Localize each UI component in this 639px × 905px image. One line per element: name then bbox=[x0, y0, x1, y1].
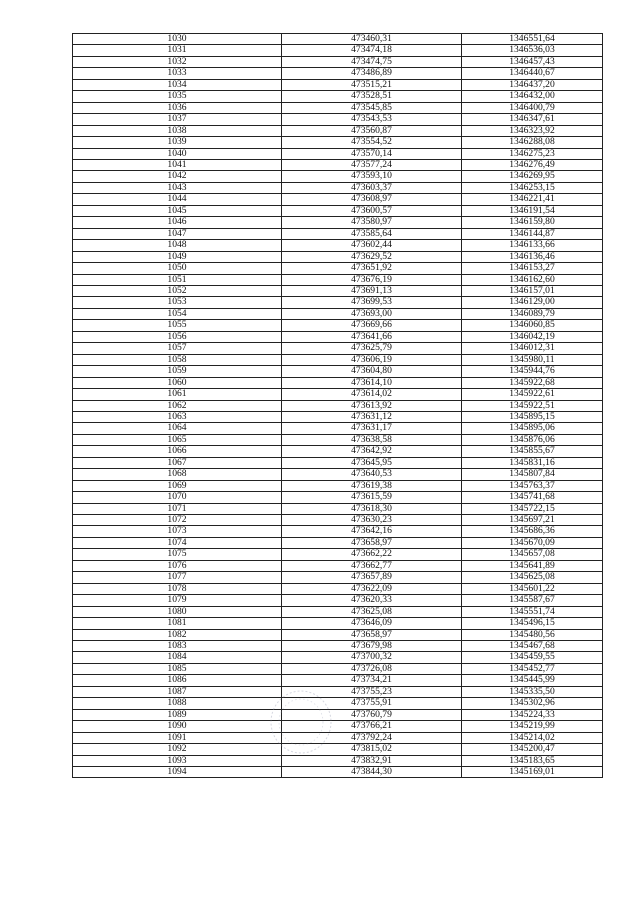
y-coordinate-cell: 1345980,11 bbox=[462, 354, 603, 365]
y-coordinate-cell: 1345741,68 bbox=[462, 492, 603, 503]
point-number-cell: 1066 bbox=[73, 446, 282, 457]
x-coordinate-cell: 473580,97 bbox=[282, 217, 462, 228]
table-row bbox=[73, 79, 603, 90]
y-coordinate-cell: 1346457,43 bbox=[462, 56, 603, 67]
table-row bbox=[73, 583, 603, 594]
table-row bbox=[73, 652, 603, 663]
x-coordinate-cell: 473676,19 bbox=[282, 274, 462, 285]
y-coordinate-cell: 1345480,56 bbox=[462, 629, 603, 640]
y-coordinate-cell: 1345670,09 bbox=[462, 537, 603, 548]
table-row bbox=[73, 492, 603, 503]
x-coordinate-cell: 473620,33 bbox=[282, 595, 462, 606]
y-coordinate-cell: 1345335,50 bbox=[462, 686, 603, 697]
x-coordinate-cell: 473640,53 bbox=[282, 469, 462, 480]
y-coordinate-cell: 1346191,54 bbox=[462, 205, 603, 216]
table-row bbox=[73, 308, 603, 319]
y-coordinate-cell: 1346221,41 bbox=[462, 194, 603, 205]
y-coordinate-cell: 1345601,22 bbox=[462, 583, 603, 594]
table-row bbox=[73, 205, 603, 216]
y-coordinate-cell: 1345831,16 bbox=[462, 457, 603, 468]
point-number-cell: 1049 bbox=[73, 251, 282, 262]
point-number-cell: 1064 bbox=[73, 423, 282, 434]
table-row bbox=[73, 595, 603, 606]
point-number-cell: 1042 bbox=[73, 171, 282, 182]
point-number-cell: 1061 bbox=[73, 389, 282, 400]
y-coordinate-cell: 1346432,00 bbox=[462, 91, 603, 102]
point-number-cell: 1073 bbox=[73, 526, 282, 537]
point-number-cell: 1058 bbox=[73, 354, 282, 365]
y-coordinate-cell: 1345200,47 bbox=[462, 744, 603, 755]
table-row bbox=[73, 686, 603, 697]
point-number-cell: 1051 bbox=[73, 274, 282, 285]
table-row bbox=[73, 411, 603, 422]
y-coordinate-cell: 1345922,61 bbox=[462, 389, 603, 400]
y-coordinate-cell: 1345657,08 bbox=[462, 549, 603, 560]
point-number-cell: 1084 bbox=[73, 652, 282, 663]
table-row bbox=[73, 434, 603, 445]
x-coordinate-cell: 473625,79 bbox=[282, 343, 462, 354]
point-number-cell: 1069 bbox=[73, 480, 282, 491]
y-coordinate-cell: 1345763,37 bbox=[462, 480, 603, 491]
x-coordinate-cell: 473515,21 bbox=[282, 79, 462, 90]
y-coordinate-cell: 1346129,00 bbox=[462, 297, 603, 308]
y-coordinate-cell: 1346440,67 bbox=[462, 68, 603, 79]
point-number-cell: 1048 bbox=[73, 240, 282, 251]
point-number-cell: 1080 bbox=[73, 606, 282, 617]
table-row bbox=[73, 767, 603, 778]
table-row bbox=[73, 34, 603, 45]
point-number-cell: 1044 bbox=[73, 194, 282, 205]
y-coordinate-cell: 1345224,33 bbox=[462, 709, 603, 720]
point-number-cell: 1065 bbox=[73, 434, 282, 445]
point-number-cell: 1032 bbox=[73, 56, 282, 67]
x-coordinate-cell: 473528,51 bbox=[282, 91, 462, 102]
table-row bbox=[73, 572, 603, 583]
x-coordinate-cell: 473734,21 bbox=[282, 675, 462, 686]
y-coordinate-cell: 1345625,08 bbox=[462, 572, 603, 583]
point-number-cell: 1079 bbox=[73, 595, 282, 606]
point-number-cell: 1082 bbox=[73, 629, 282, 640]
y-coordinate-cell: 1345876,06 bbox=[462, 434, 603, 445]
y-coordinate-cell: 1346551,64 bbox=[462, 34, 603, 45]
x-coordinate-cell: 473669,66 bbox=[282, 320, 462, 331]
x-coordinate-cell: 473604,80 bbox=[282, 366, 462, 377]
y-coordinate-cell: 1346536,03 bbox=[462, 45, 603, 56]
x-coordinate-cell: 473658,97 bbox=[282, 537, 462, 548]
point-number-cell: 1035 bbox=[73, 91, 282, 102]
y-coordinate-cell: 1345697,21 bbox=[462, 515, 603, 526]
y-coordinate-cell: 1345895,15 bbox=[462, 411, 603, 422]
x-coordinate-cell: 473577,24 bbox=[282, 159, 462, 170]
point-number-cell: 1071 bbox=[73, 503, 282, 514]
point-number-cell: 1030 bbox=[73, 34, 282, 45]
point-number-cell: 1075 bbox=[73, 549, 282, 560]
y-coordinate-cell: 1345183,65 bbox=[462, 755, 603, 766]
x-coordinate-cell: 473651,92 bbox=[282, 263, 462, 274]
x-coordinate-cell: 473700,32 bbox=[282, 652, 462, 663]
x-coordinate-cell: 473679,98 bbox=[282, 641, 462, 652]
point-number-cell: 1077 bbox=[73, 572, 282, 583]
x-coordinate-cell: 473699,53 bbox=[282, 297, 462, 308]
x-coordinate-cell: 473760,79 bbox=[282, 709, 462, 720]
table-row bbox=[73, 217, 603, 228]
y-coordinate-cell: 1345467,68 bbox=[462, 641, 603, 652]
x-coordinate-cell: 473625,08 bbox=[282, 606, 462, 617]
table-row bbox=[73, 343, 603, 354]
table-row bbox=[73, 480, 603, 491]
x-coordinate-cell: 473641,66 bbox=[282, 331, 462, 342]
y-coordinate-cell: 1346253,15 bbox=[462, 182, 603, 193]
x-coordinate-cell: 473602,44 bbox=[282, 240, 462, 251]
y-coordinate-cell: 1345895,06 bbox=[462, 423, 603, 434]
point-number-cell: 1089 bbox=[73, 709, 282, 720]
table-row bbox=[73, 45, 603, 56]
y-coordinate-cell: 1346347,61 bbox=[462, 114, 603, 125]
point-number-cell: 1063 bbox=[73, 411, 282, 422]
y-coordinate-cell: 1346042,19 bbox=[462, 331, 603, 342]
coordinate-table-body bbox=[73, 34, 603, 778]
table-row bbox=[73, 629, 603, 640]
table-row bbox=[73, 709, 603, 720]
table-row bbox=[73, 114, 603, 125]
table-row bbox=[73, 503, 603, 514]
x-coordinate-cell: 473766,21 bbox=[282, 721, 462, 732]
x-coordinate-cell: 473474,75 bbox=[282, 56, 462, 67]
x-coordinate-cell: 473755,23 bbox=[282, 686, 462, 697]
point-number-cell: 1052 bbox=[73, 285, 282, 296]
x-coordinate-cell: 473600,57 bbox=[282, 205, 462, 216]
table-row bbox=[73, 125, 603, 136]
x-coordinate-cell: 473554,52 bbox=[282, 137, 462, 148]
point-number-cell: 1031 bbox=[73, 45, 282, 56]
point-number-cell: 1047 bbox=[73, 228, 282, 239]
point-number-cell: 1074 bbox=[73, 537, 282, 548]
point-number-cell: 1085 bbox=[73, 663, 282, 674]
x-coordinate-cell: 473691,13 bbox=[282, 285, 462, 296]
y-coordinate-cell: 1345722,15 bbox=[462, 503, 603, 514]
y-coordinate-cell: 1346060,85 bbox=[462, 320, 603, 331]
x-coordinate-cell: 473642,92 bbox=[282, 446, 462, 457]
table-row bbox=[73, 755, 603, 766]
table-row bbox=[73, 263, 603, 274]
point-number-cell: 1067 bbox=[73, 457, 282, 468]
table-row bbox=[73, 744, 603, 755]
y-coordinate-cell: 1345452,77 bbox=[462, 663, 603, 674]
table-row bbox=[73, 377, 603, 388]
y-coordinate-cell: 1346144,87 bbox=[462, 228, 603, 239]
x-coordinate-cell: 473755,91 bbox=[282, 698, 462, 709]
x-coordinate-cell: 473792,24 bbox=[282, 732, 462, 743]
y-coordinate-cell: 1346153,27 bbox=[462, 263, 603, 274]
y-coordinate-cell: 1345302,96 bbox=[462, 698, 603, 709]
point-number-cell: 1092 bbox=[73, 744, 282, 755]
y-coordinate-cell: 1346269,95 bbox=[462, 171, 603, 182]
table-row bbox=[73, 91, 603, 102]
x-coordinate-cell: 473631,12 bbox=[282, 411, 462, 422]
point-number-cell: 1059 bbox=[73, 366, 282, 377]
y-coordinate-cell: 1345496,15 bbox=[462, 618, 603, 629]
table-row bbox=[73, 240, 603, 251]
x-coordinate-cell: 473585,64 bbox=[282, 228, 462, 239]
point-number-cell: 1056 bbox=[73, 331, 282, 342]
x-coordinate-cell: 473608,97 bbox=[282, 194, 462, 205]
x-coordinate-cell: 473693,00 bbox=[282, 308, 462, 319]
point-number-cell: 1036 bbox=[73, 102, 282, 113]
y-coordinate-cell: 1345686,36 bbox=[462, 526, 603, 537]
x-coordinate-cell: 473560,87 bbox=[282, 125, 462, 136]
table-row bbox=[73, 194, 603, 205]
y-coordinate-cell: 1346157,01 bbox=[462, 285, 603, 296]
x-coordinate-cell: 473642,16 bbox=[282, 526, 462, 537]
table-row bbox=[73, 469, 603, 480]
point-number-cell: 1083 bbox=[73, 641, 282, 652]
table-row bbox=[73, 526, 603, 537]
x-coordinate-cell: 473606,19 bbox=[282, 354, 462, 365]
table-row bbox=[73, 68, 603, 79]
table-row bbox=[73, 354, 603, 365]
point-number-cell: 1087 bbox=[73, 686, 282, 697]
y-coordinate-cell: 1346159,80 bbox=[462, 217, 603, 228]
y-coordinate-cell: 1346136,46 bbox=[462, 251, 603, 262]
y-coordinate-cell: 1346012,31 bbox=[462, 343, 603, 354]
point-number-cell: 1041 bbox=[73, 159, 282, 170]
y-coordinate-cell: 1345944,76 bbox=[462, 366, 603, 377]
point-number-cell: 1093 bbox=[73, 755, 282, 766]
table-row bbox=[73, 320, 603, 331]
x-coordinate-cell: 473631,17 bbox=[282, 423, 462, 434]
table-row bbox=[73, 537, 603, 548]
x-coordinate-cell: 473844,30 bbox=[282, 767, 462, 778]
point-number-cell: 1045 bbox=[73, 205, 282, 216]
x-coordinate-cell: 473646,09 bbox=[282, 618, 462, 629]
x-coordinate-cell: 473619,38 bbox=[282, 480, 462, 491]
table-row bbox=[73, 251, 603, 262]
y-coordinate-cell: 1345551,74 bbox=[462, 606, 603, 617]
y-coordinate-cell: 1345922,51 bbox=[462, 400, 603, 411]
point-number-cell: 1033 bbox=[73, 68, 282, 79]
x-coordinate-cell: 473613,92 bbox=[282, 400, 462, 411]
x-coordinate-cell: 473486,89 bbox=[282, 68, 462, 79]
y-coordinate-cell: 1345641,89 bbox=[462, 560, 603, 571]
point-number-cell: 1070 bbox=[73, 492, 282, 503]
y-coordinate-cell: 1345587,67 bbox=[462, 595, 603, 606]
table-row bbox=[73, 423, 603, 434]
point-number-cell: 1091 bbox=[73, 732, 282, 743]
x-coordinate-cell: 473543,53 bbox=[282, 114, 462, 125]
table-row bbox=[73, 171, 603, 182]
point-number-cell: 1046 bbox=[73, 217, 282, 228]
point-number-cell: 1060 bbox=[73, 377, 282, 388]
point-number-cell: 1078 bbox=[73, 583, 282, 594]
point-number-cell: 1086 bbox=[73, 675, 282, 686]
table-row bbox=[73, 400, 603, 411]
x-coordinate-cell: 473662,77 bbox=[282, 560, 462, 571]
x-coordinate-cell: 473726,08 bbox=[282, 663, 462, 674]
table-row bbox=[73, 228, 603, 239]
table-row bbox=[73, 549, 603, 560]
table-row bbox=[73, 515, 603, 526]
table-row bbox=[73, 137, 603, 148]
point-number-cell: 1076 bbox=[73, 560, 282, 571]
point-number-cell: 1057 bbox=[73, 343, 282, 354]
x-coordinate-cell: 473630,23 bbox=[282, 515, 462, 526]
point-number-cell: 1090 bbox=[73, 721, 282, 732]
point-number-cell: 1040 bbox=[73, 148, 282, 159]
x-coordinate-cell: 473603,37 bbox=[282, 182, 462, 193]
point-number-cell: 1043 bbox=[73, 182, 282, 193]
x-coordinate-cell: 473615,59 bbox=[282, 492, 462, 503]
table-row bbox=[73, 285, 603, 296]
y-coordinate-cell: 1346276,49 bbox=[462, 159, 603, 170]
table-row bbox=[73, 331, 603, 342]
y-coordinate-cell: 1346089,79 bbox=[462, 308, 603, 319]
table-row bbox=[73, 148, 603, 159]
table-row bbox=[73, 663, 603, 674]
table-row bbox=[73, 446, 603, 457]
table-row bbox=[73, 675, 603, 686]
y-coordinate-cell: 1345214,02 bbox=[462, 732, 603, 743]
y-coordinate-cell: 1346400,79 bbox=[462, 102, 603, 113]
table-row bbox=[73, 721, 603, 732]
point-number-cell: 1037 bbox=[73, 114, 282, 125]
y-coordinate-cell: 1345459,55 bbox=[462, 652, 603, 663]
x-coordinate-cell: 473593,10 bbox=[282, 171, 462, 182]
point-number-cell: 1068 bbox=[73, 469, 282, 480]
table-row bbox=[73, 297, 603, 308]
point-number-cell: 1053 bbox=[73, 297, 282, 308]
x-coordinate-cell: 473545,85 bbox=[282, 102, 462, 113]
table-row bbox=[73, 182, 603, 193]
table-row bbox=[73, 618, 603, 629]
table-row bbox=[73, 641, 603, 652]
x-coordinate-cell: 473658,97 bbox=[282, 629, 462, 640]
y-coordinate-cell: 1345855,67 bbox=[462, 446, 603, 457]
x-coordinate-cell: 473622,09 bbox=[282, 583, 462, 594]
x-coordinate-cell: 473618,30 bbox=[282, 503, 462, 514]
y-coordinate-cell: 1346275,23 bbox=[462, 148, 603, 159]
table-row bbox=[73, 698, 603, 709]
y-coordinate-cell: 1345445,99 bbox=[462, 675, 603, 686]
table-row bbox=[73, 159, 603, 170]
table-row bbox=[73, 457, 603, 468]
point-number-cell: 1055 bbox=[73, 320, 282, 331]
table-row bbox=[73, 389, 603, 400]
point-number-cell: 1039 bbox=[73, 137, 282, 148]
point-number-cell: 1081 bbox=[73, 618, 282, 629]
point-number-cell: 1088 bbox=[73, 698, 282, 709]
point-number-cell: 1038 bbox=[73, 125, 282, 136]
point-number-cell: 1054 bbox=[73, 308, 282, 319]
y-coordinate-cell: 1346288,08 bbox=[462, 137, 603, 148]
point-number-cell: 1094 bbox=[73, 767, 282, 778]
x-coordinate-cell: 473460,31 bbox=[282, 34, 462, 45]
x-coordinate-cell: 473645,95 bbox=[282, 457, 462, 468]
x-coordinate-cell: 473662,22 bbox=[282, 549, 462, 560]
y-coordinate-cell: 1345169,01 bbox=[462, 767, 603, 778]
point-number-cell: 1050 bbox=[73, 263, 282, 274]
y-coordinate-cell: 1346133,66 bbox=[462, 240, 603, 251]
point-number-cell: 1072 bbox=[73, 515, 282, 526]
point-number-cell: 1062 bbox=[73, 400, 282, 411]
y-coordinate-cell: 1345219,99 bbox=[462, 721, 603, 732]
x-coordinate-cell: 473832,91 bbox=[282, 755, 462, 766]
coordinate-table bbox=[72, 33, 603, 778]
table-row bbox=[73, 606, 603, 617]
y-coordinate-cell: 1345807,84 bbox=[462, 469, 603, 480]
table-row bbox=[73, 366, 603, 377]
table-row bbox=[73, 560, 603, 571]
x-coordinate-cell: 473657,89 bbox=[282, 572, 462, 583]
x-coordinate-cell: 473570,14 bbox=[282, 148, 462, 159]
table-row bbox=[73, 274, 603, 285]
y-coordinate-cell: 1346437,20 bbox=[462, 79, 603, 90]
y-coordinate-cell: 1346162,60 bbox=[462, 274, 603, 285]
x-coordinate-cell: 473815,02 bbox=[282, 744, 462, 755]
y-coordinate-cell: 1346323,92 bbox=[462, 125, 603, 136]
point-number-cell: 1034 bbox=[73, 79, 282, 90]
x-coordinate-cell: 473629,52 bbox=[282, 251, 462, 262]
table-row bbox=[73, 102, 603, 113]
x-coordinate-cell: 473638,58 bbox=[282, 434, 462, 445]
x-coordinate-cell: 473474,18 bbox=[282, 45, 462, 56]
y-coordinate-cell: 1345922,68 bbox=[462, 377, 603, 388]
x-coordinate-cell: 473614,02 bbox=[282, 389, 462, 400]
table-row bbox=[73, 732, 603, 743]
x-coordinate-cell: 473614,10 bbox=[282, 377, 462, 388]
table-row bbox=[73, 56, 603, 67]
